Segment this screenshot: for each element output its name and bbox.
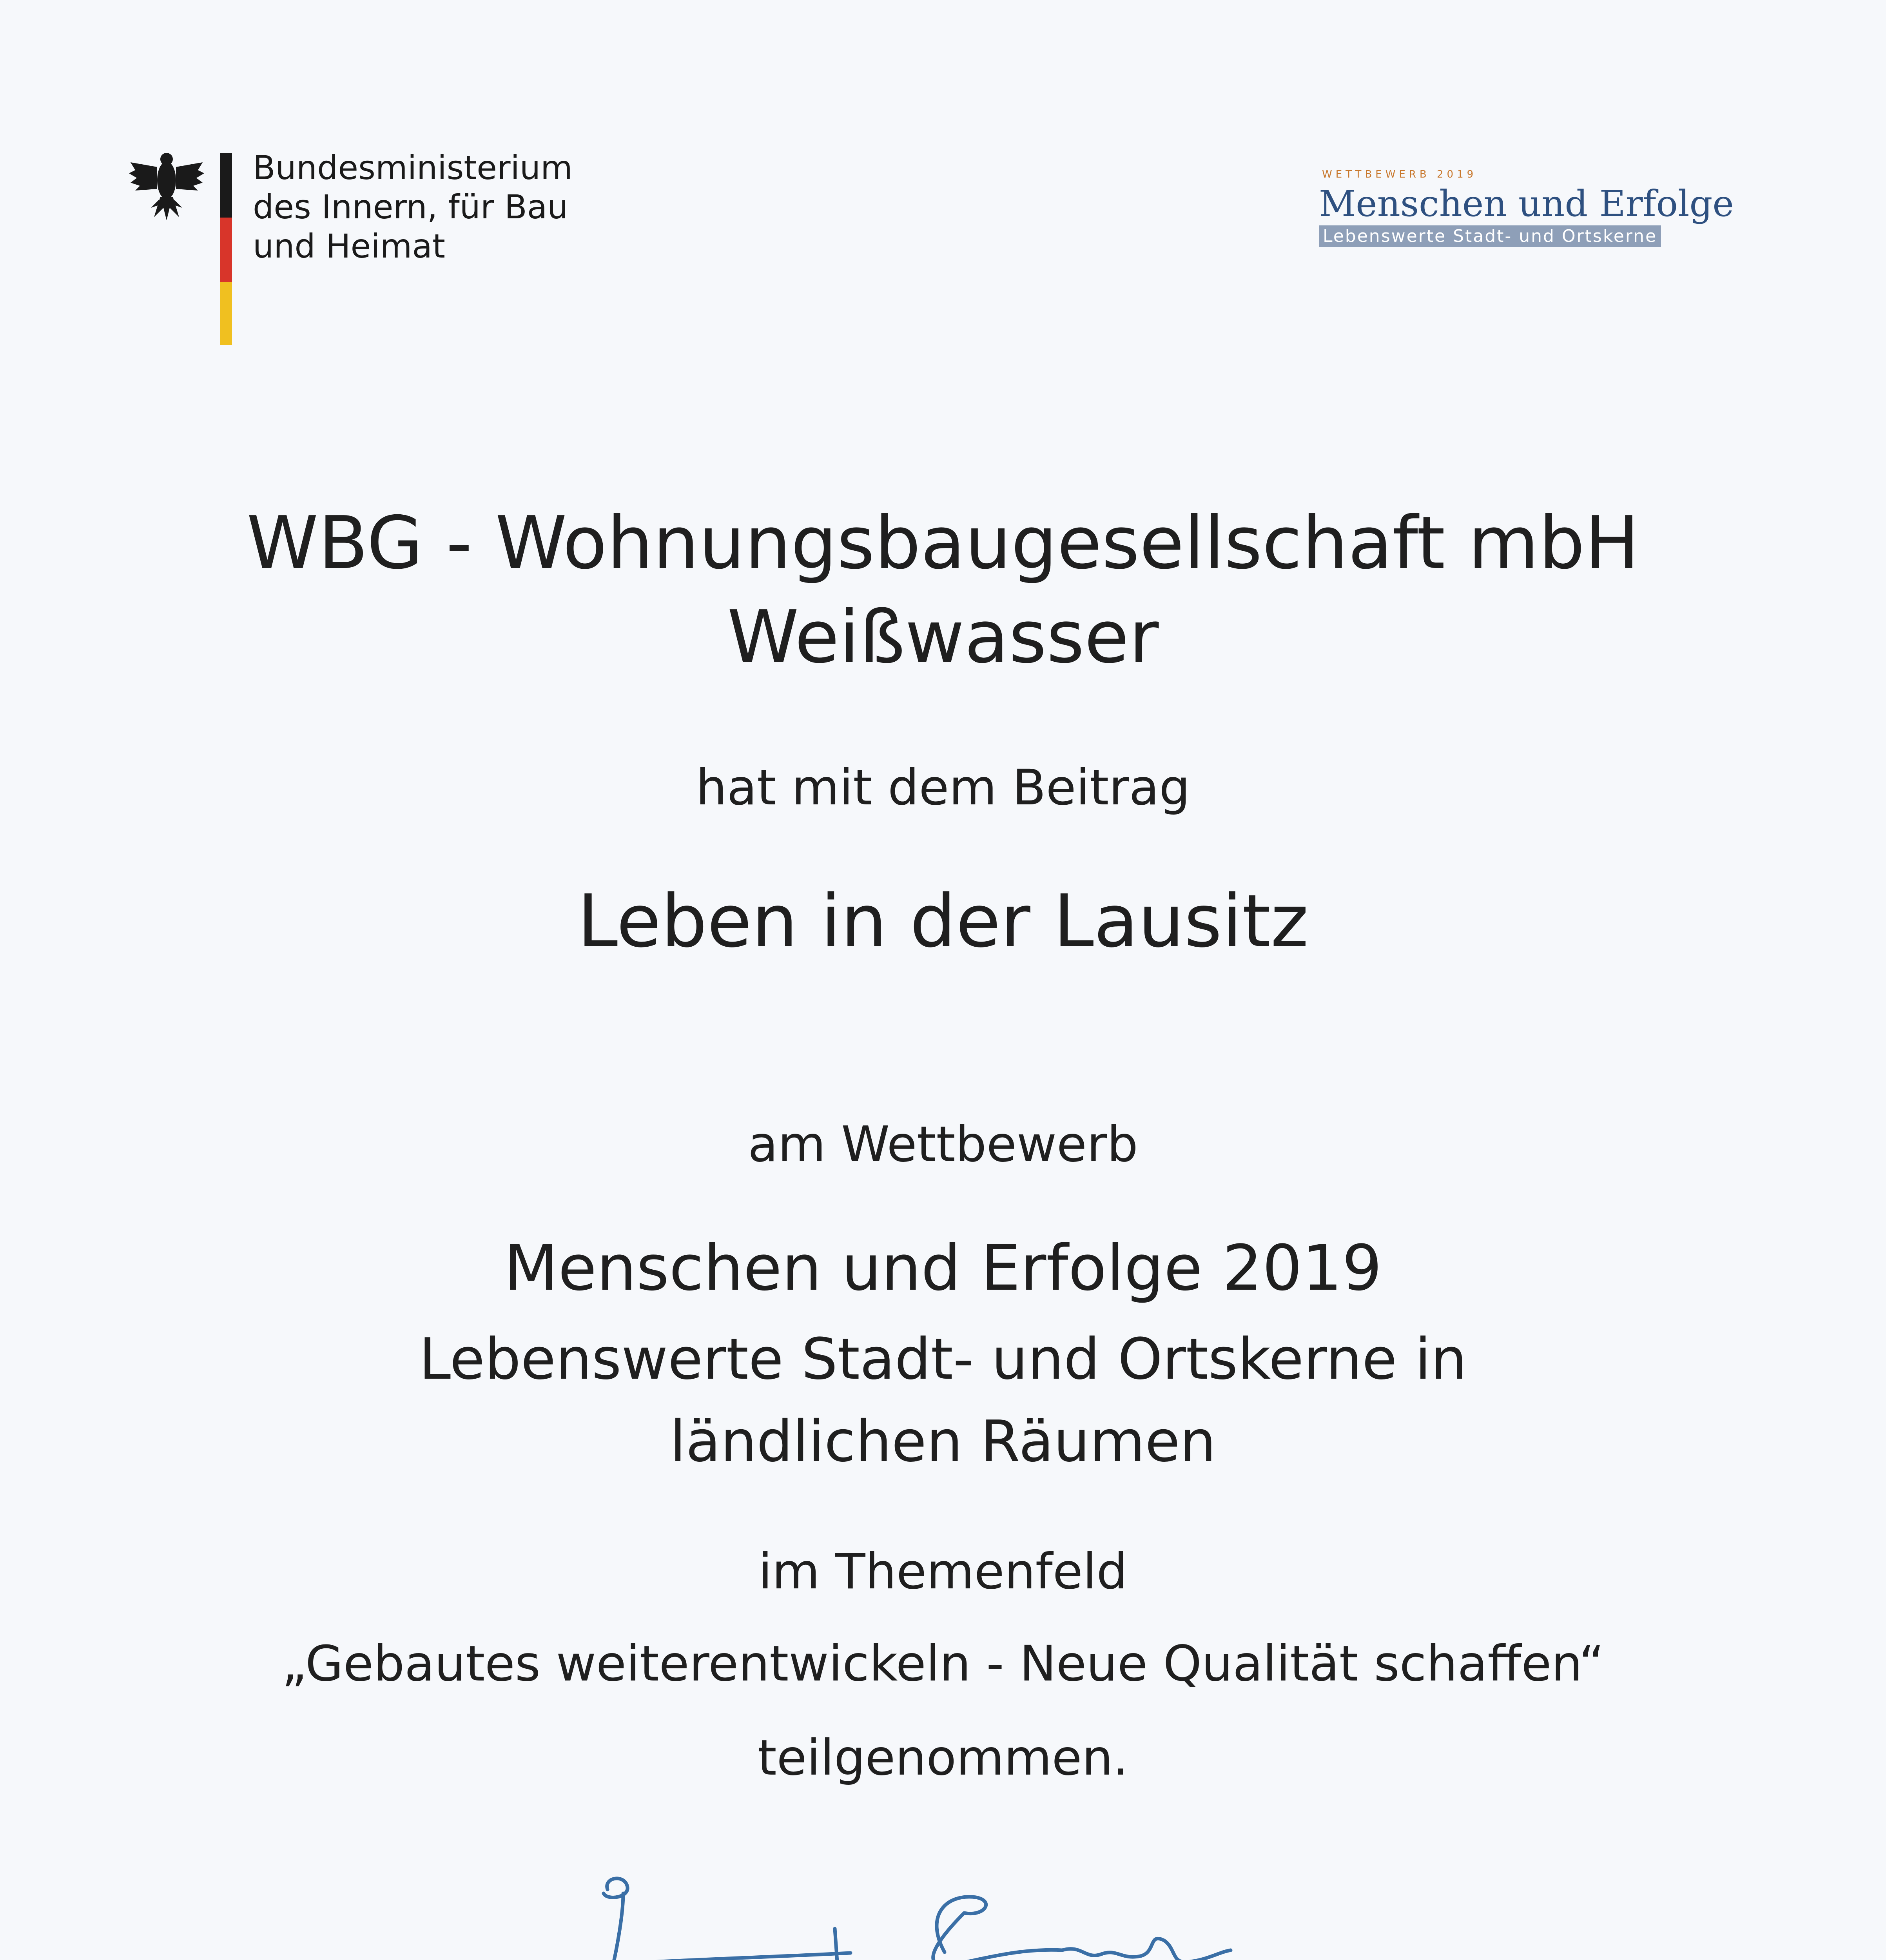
competition-name: Menschen und Erfolge 2019	[504, 1231, 1382, 1305]
competition-subtitle-line-2: ländlichen Räumen	[670, 1408, 1216, 1475]
german-flag-bar	[220, 153, 232, 345]
intro-line: hat mit dem Beitrag	[696, 759, 1190, 816]
competition-logo	[1319, 169, 1734, 247]
competition-subtitle-line-1: Lebenswerte Stadt- und Ortskerne in	[419, 1326, 1467, 1392]
ministry-name	[253, 148, 573, 266]
closing-line: teilgenommen.	[757, 1730, 1129, 1786]
competition-logo-subtitle: Lebenswerte Stadt- und Ortskerne	[1319, 225, 1661, 247]
competition-logo-year: WETTBEWERB 2019	[1322, 169, 1477, 180]
ministry-line-2: des Innern, für Bau	[253, 188, 568, 226]
project-title: Leben in der Lausitz	[577, 879, 1309, 964]
theme-intro: im Themenfeld	[758, 1543, 1128, 1600]
federal-eagle-icon	[127, 145, 206, 223]
signature-image	[580, 1866, 1246, 1960]
ministry-line-3: und Heimat	[253, 227, 445, 265]
ministry-line-1: Bundesministerium	[253, 149, 573, 187]
theme-name: „Gebautes weiterentwickeln - Neue Qualität schaffen“	[281, 1635, 1605, 1692]
competition-intro: am Wettbewerb	[748, 1116, 1138, 1173]
recipient-city: Weißwasser	[727, 595, 1159, 679]
competition-logo-title: Menschen und Erfolge	[1319, 183, 1734, 225]
recipient-name: WBG - Wohnungsbaugesellschaft mbH	[247, 501, 1639, 585]
